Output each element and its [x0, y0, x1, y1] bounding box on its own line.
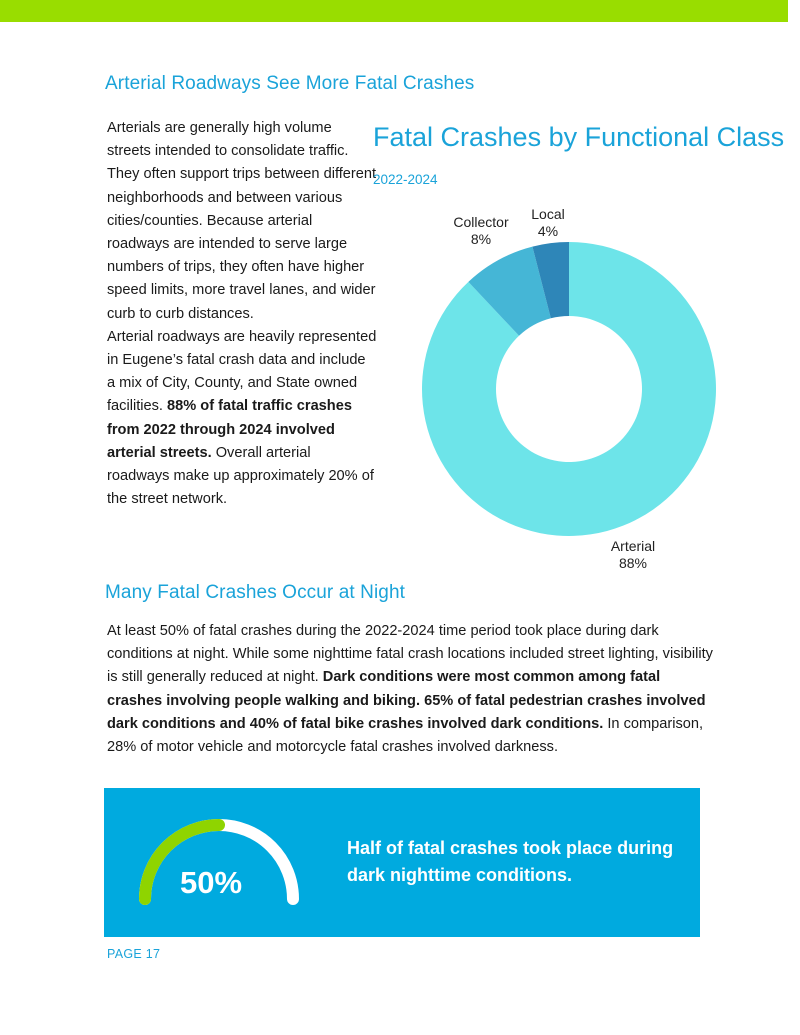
chart-subtitle: 2022-2024 [373, 172, 438, 187]
page-number: PAGE 17 [107, 947, 161, 961]
section-heading-night: Many Fatal Crashes Occur at Night [105, 582, 406, 603]
section-heading-arterial: Arterial Roadways See More Fatal Crashes [105, 73, 475, 94]
arterial-paragraph-2-start: Arterial roadways are heavily represented in Eugene’s fatal crash data and include a mix of City, County, and State owned facilities. [107, 328, 377, 415]
night-text-start: At least 50% of fatal crashes during the 2022-2024 time period took place during dark conditions at night. While some nighttime fatal crash locations included street lighting, visibility is still generally reduced at night. [107, 623, 713, 686]
arterial-paragraph-2-bold: 88% of fatal traffic crashes from 2022 through 2024 involved arterial streets. [107, 398, 352, 461]
arterial-paragraph-2 [107, 326, 377, 512]
arterial-intro-text [107, 117, 377, 511]
slice-name-arterial: Arterial [610, 538, 656, 554]
slice-value-collector: 8% [470, 231, 492, 247]
slice-value-arterial: 88% [618, 555, 648, 571]
slice-label-collector [453, 214, 509, 247]
arterial-paragraph-1: Arterials are generally high volume streets intended to consolidate traffic. They often support trips between different neighborhoods and between various cities/counties. Because arterial roadways are intended to serve large numbers of trips, they often have higher speed limits, more travel lanes, and wider curb to curb distances. [107, 120, 377, 322]
slice-label-local [531, 206, 564, 239]
slice-label-arterial [611, 538, 655, 571]
donut-chart [400, 200, 740, 580]
night-text-bold: Dark conditions were most common among fatal crashes involving people walking and biking. 65% of fatal pedestrian crashes involved dark conditions and 40% of fatal bike crashes involved dark conditions. [107, 669, 706, 732]
chart-title: Fatal Crashes by Functional Class [373, 122, 785, 152]
gauge-value: 50% [180, 865, 243, 900]
slice-value-local: 4% [537, 223, 559, 239]
callout-text: Half of fatal crashes took place during dark nighttime conditions. [347, 838, 674, 885]
arterial-paragraph-2-end: Overall arterial roadways make up approximately 20% of the street network. [107, 444, 374, 508]
night-text-end: In comparison, 28% of motor vehicle and motorcycle fatal crashes involved darkness. [107, 715, 704, 756]
slice-name-local: Local [531, 206, 565, 222]
callout-box [104, 788, 700, 937]
night-paragraph [107, 620, 717, 759]
slice-name-collector: Collector [453, 214, 509, 230]
top-accent-bar [0, 0, 788, 22]
